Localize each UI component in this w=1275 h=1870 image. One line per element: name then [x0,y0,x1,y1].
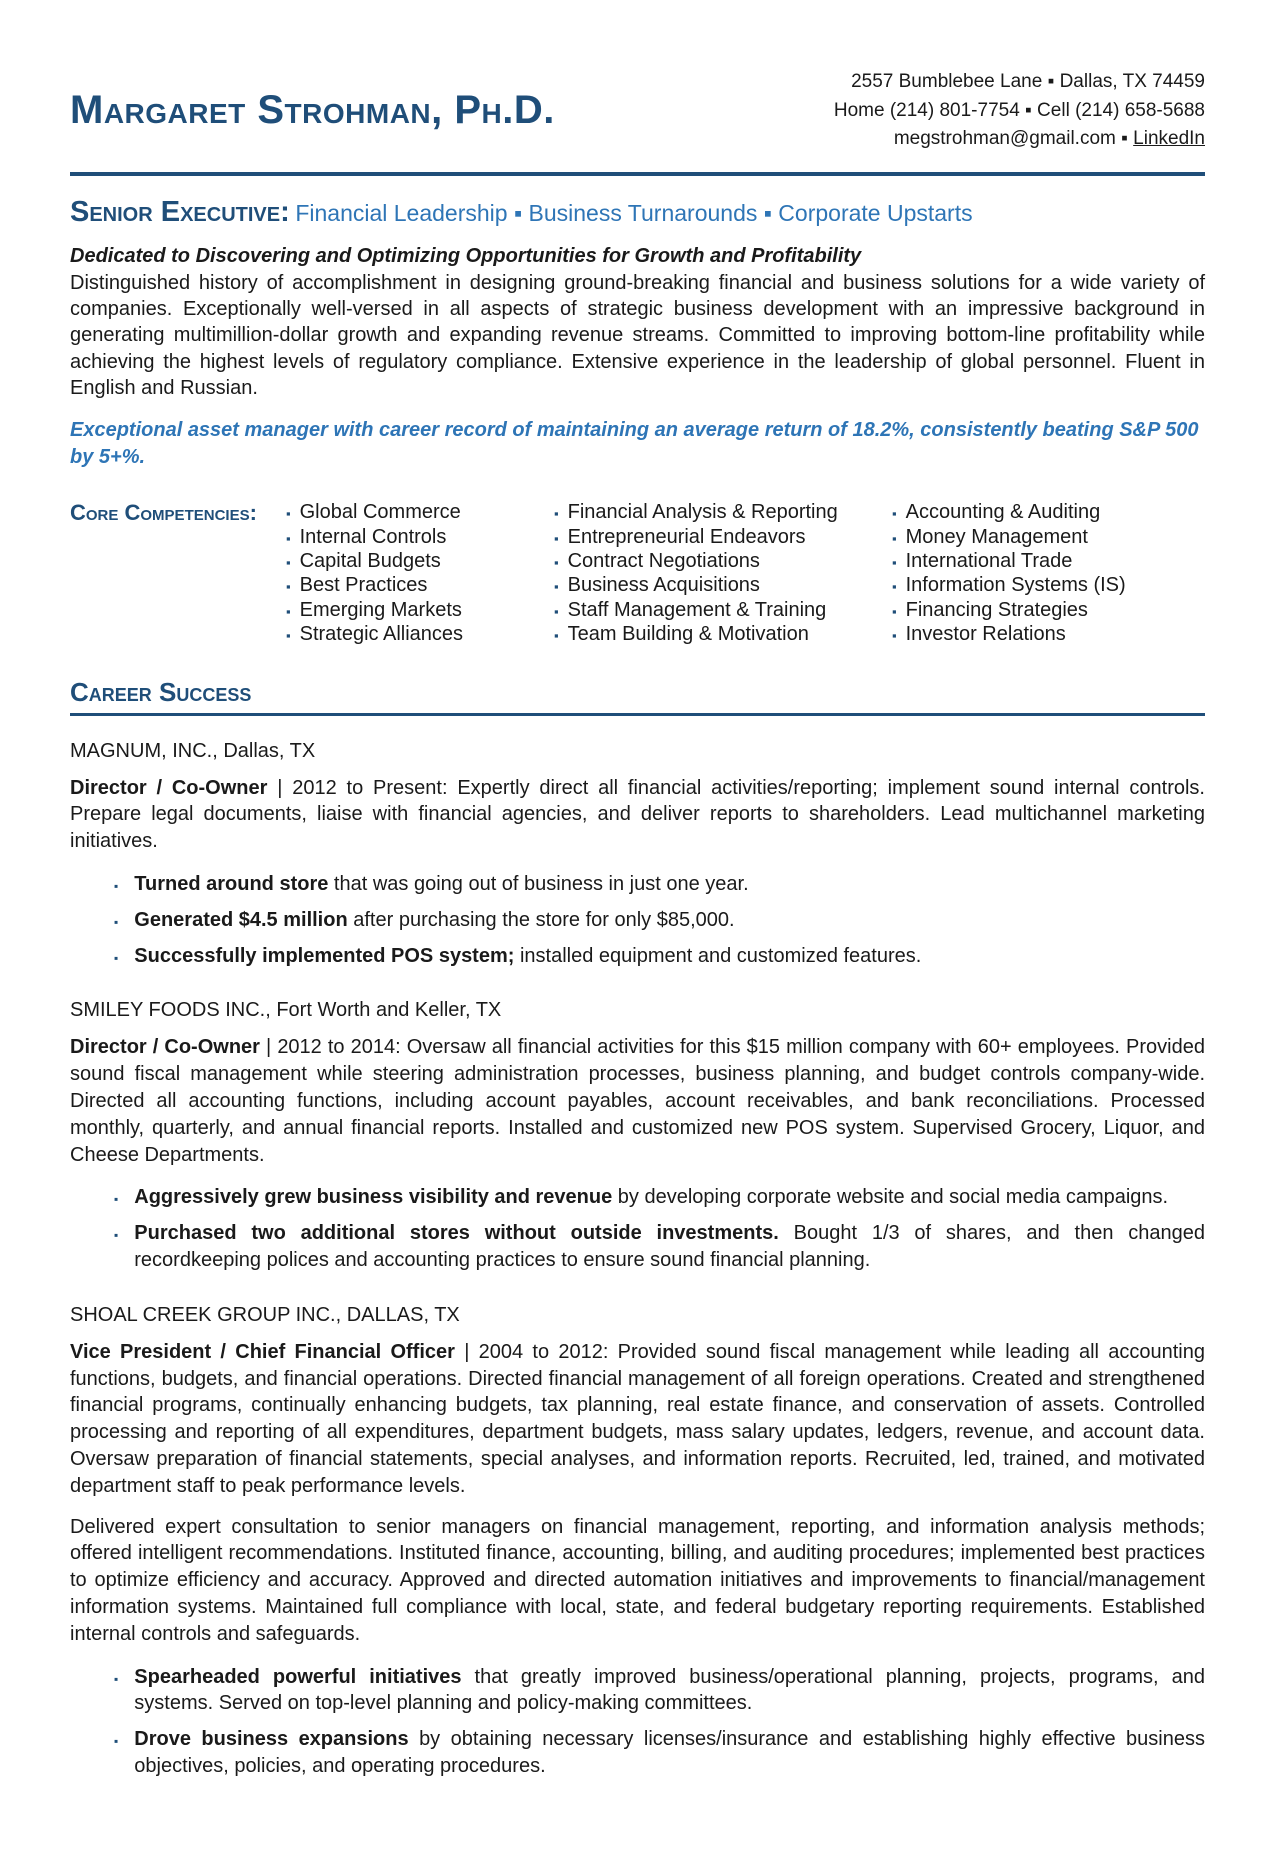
competency-item [286,573,554,597]
bullet-icon: ▪ [286,530,291,546]
achievement-rest: installed equipment and customized features. [514,944,922,967]
achievement-text [134,1184,1205,1211]
bullet-icon: ▪ [286,603,291,619]
achievement-text [134,1664,1205,1718]
contact-email: megstrohman@gmail.com [893,128,1116,149]
bullet-icon: ▪ [286,506,291,522]
competency-label: Strategic Alliances [299,623,464,646]
bullet-icon: ▪ [114,1192,119,1207]
competency-item [554,598,892,622]
bullet-icon: ▪ [892,628,897,644]
headline-label: Senior Executive: [70,195,290,228]
job-description [70,1339,1205,1500]
career-success-heading: Career Success [70,677,1205,716]
header [70,68,1205,154]
job-summary: 2004 to 2012: Provided sound fiscal management while leading all accounting functions, budgets, and financial operations. Directed financial management of all foreign operations. Created and strengthened financial programs, continually enhancing budgets, tax planning, real estate finance, and conservation of assets. Controlled processing and reporting of all expenditures, department budgets, mass salary updates, ledgers, revenue, and account data. Oversaw preparation of financial statements, special analyses, and information reports. Recruited, led, trained, and motivated department staff to peak performance levels. [70,1340,1205,1497]
contact-address: 2557 Bumblebee Lane ▪ Dallas, TX 74459 [851,71,1205,92]
achievement-item [70,943,1205,970]
job-smiley-foods [70,999,1205,1273]
competency-label: Internal Controls [299,525,447,548]
job-summary: 2012 to Present: Expertly direct all financial activities/reporting; implement sound internal controls. Prepare legal documents, liaise with financial agencies, and deliver reports to shareholders. Lead multichannel marketing initiatives. [70,776,1205,853]
bullet-icon: ▪ [114,1671,119,1686]
competency-label: Staff Management & Training [567,598,827,621]
achievement-item [70,1664,1205,1718]
job-title: Director / Co-Owner [70,776,268,799]
bullet-icon: ▪ [554,628,559,644]
achievement-text [134,1220,1205,1274]
achievement-rest: by developing corporate website and social media campaigns. [612,1186,1169,1209]
bullet-icon: ▪ [286,628,291,644]
achievement-rest: that was going out of business in just one year. [328,872,749,895]
competency-item [892,500,1205,524]
bullet-icon: ▪ [554,603,559,619]
competency-item [892,598,1205,622]
achievement-text [134,943,1205,970]
competency-item [286,500,554,524]
bullet-icon: ▪ [892,506,897,522]
competency-label: Financial Analysis & Reporting [567,501,838,524]
competency-item [892,573,1205,597]
competency-label: Information Systems (IS) [905,574,1126,597]
competency-item [286,525,554,549]
competency-item [892,622,1205,646]
competency-label: Money Management [905,525,1088,548]
title-separator: | [277,776,283,799]
company-name: SHOAL CREEK GROUP INC., DALLAS, TX [70,1303,460,1326]
achievement-lead: Drove business expansions [134,1728,409,1751]
summary-body: Distinguished history of accomplishment in designing ground-breaking financial and business solutions for a wide variety of companies. Exceptionally well-versed in all aspects of strategic business development with an impressive background in generating multimillion-dollar growth and expanding revenue streams. Committed to improving bottom-line profitability while achieving the highest levels of regulatory compliance. Extensive experience in the leadership of global personnel. Fluent in English and Russian. [70,271,1205,400]
bullet-icon: ▪ [286,555,291,571]
bullet-icon: ▪ [286,579,291,595]
competency-item [554,500,892,524]
competency-label: Team Building & Motivation [567,623,809,646]
achievement-rest: that greatly improved business/operational planning, projects, programs, and systems. Served on top-level planning and policy-making committees. [134,1665,1205,1715]
achievement-list [70,871,1205,969]
bullet-icon: ▪ [554,579,559,595]
achievement-text [134,871,1205,898]
achievement-rest: by obtaining necessary licenses/insurance and establishing highly effective business objectives, policies, and operating procedures. [134,1728,1205,1777]
achievement-item [70,871,1205,898]
competency-item [892,525,1205,549]
job-title: Director / Co-Owner [70,1036,260,1059]
achievement-text [134,1726,1205,1780]
contact-phones: Home (214) 801-7754 ▪ Cell (214) 658-5688 [833,99,1205,121]
bullet-icon: ▪ [554,530,559,546]
job-shoal-creek [70,1304,1205,1780]
contact-email-line [834,125,1205,154]
title-separator: | [464,1340,470,1363]
company-name: MAGNUM, INC., Dallas, TX [70,739,316,762]
achievement-lead: Turned around store [134,872,329,895]
competency-label: Emerging Markets [299,598,462,621]
person-name: Margaret Strohman, Ph.D. [70,88,555,133]
competency-item [286,622,554,646]
competency-label: Contract Negotiations [567,550,760,573]
competency-item [286,598,554,622]
achievement-item [70,1220,1205,1274]
competency-label: Accounting & Auditing [905,501,1101,524]
competency-item [554,622,892,646]
competency-label: Investor Relations [905,623,1066,646]
competency-item [554,525,892,549]
contact-separator: ▪ [1121,128,1128,149]
competency-label: Entrepreneurial Endeavors [567,525,806,548]
bullet-icon: ▪ [114,878,119,893]
achievement-item [70,1184,1205,1211]
competency-item [554,573,892,597]
core-competencies-heading: Core Competencies: [70,500,257,526]
achievement-lead: Spearheaded powerful initiatives [134,1665,462,1688]
achievement-list [70,1184,1205,1273]
achievement-lead: Aggressively grew business visibility and revenue [134,1186,613,1209]
competency-label: Business Acquisitions [567,574,760,597]
competency-label: Financing Strategies [905,598,1088,621]
achievement-item [70,907,1205,934]
competencies-column-1 [286,500,554,646]
competency-item [286,549,554,573]
title-separator: | [266,1036,272,1059]
competency-label: Capital Budgets [299,550,441,573]
competencies-column-2 [554,500,892,646]
bullet-icon: ▪ [892,603,897,619]
summary-tagline: Dedicated to Discovering and Optimizing Opportunities for Growth and Profitability [70,244,862,267]
bullet-icon: ▪ [554,555,559,571]
competency-label: Best Practices [299,574,428,597]
core-competencies [70,500,1205,646]
linkedin-link[interactable]: LinkedIn [1133,128,1205,149]
competencies-column-3 [892,500,1205,646]
achievement-list [70,1664,1205,1780]
job-title: Vice President / Chief Financial Officer [70,1340,455,1363]
bullet-icon: ▪ [114,914,119,929]
competency-item [554,549,892,573]
header-rule [70,172,1205,176]
competency-label: Global Commerce [299,501,461,524]
bullet-icon: ▪ [892,555,897,571]
bullet-icon: ▪ [114,1734,119,1749]
headline-subtitle: Financial Leadership ▪ Business Turnarounds ▪ Corporate Upstarts [295,199,973,226]
bullet-icon: ▪ [892,530,897,546]
achievement-rest: Bought 1/3 of shares, and then changed recordkeeping polices and accounting practices to ensure sound financial planning. [134,1222,1205,1271]
achievement-lead: Generated $4.5 million [134,908,348,931]
achievement-rest: after purchasing the store for only $85,000. [347,908,735,931]
job-magnum [70,740,1205,970]
achievement-lead: Purchased two additional stores without outside investments. [134,1222,779,1245]
company-name: SMILEY FOODS INC., Fort Worth and Keller, TX [70,999,502,1022]
job-description [70,1034,1205,1168]
summary-highlight: Exceptional asset manager with career record of maintaining an average return of 18.2%, consistently beating S&P 500 by 5+%. [70,419,1199,468]
bullet-icon: ▪ [114,1228,119,1243]
bullet-icon: ▪ [114,950,119,965]
achievement-text [134,907,1205,934]
achievement-lead: Successfully implemented POS system; [134,944,515,967]
headline [70,196,1205,229]
job-description-2: Delivered expert consultation to senior managers on financial management, reporting, and information analysis methods; offered intelligent recommendations. Instituted finance, accounting, billing, and auditing procedures; implemented best practices to optimize efficiency and accuracy. Approved and directed automation initiatives and improvements to financial/management information systems. Maintained full compliance with local, state, and federal budgetary reporting requirements. Established internal controls and safeguards. [70,1515,1205,1645]
achievement-item [70,1726,1205,1780]
bullet-icon: ▪ [554,506,559,522]
job-summary: 2012 to 2014: Oversaw all financial activities for this $15 million company with 60+ employees. Provided sound fiscal management while steering administration processes, business planning, and budget controls company-wide. Directed all accounting functions, including account payables, account receivables, and bank reconciliations. Processed monthly, quarterly, and annual financial reports. Installed and customized new POS system. Supervised Grocery, Liquor, and Cheese Departments. [70,1036,1205,1166]
bullet-icon: ▪ [892,579,897,595]
competency-label: International Trade [905,550,1073,573]
competency-item [892,549,1205,573]
job-description [70,775,1205,855]
contact-block [834,68,1205,154]
